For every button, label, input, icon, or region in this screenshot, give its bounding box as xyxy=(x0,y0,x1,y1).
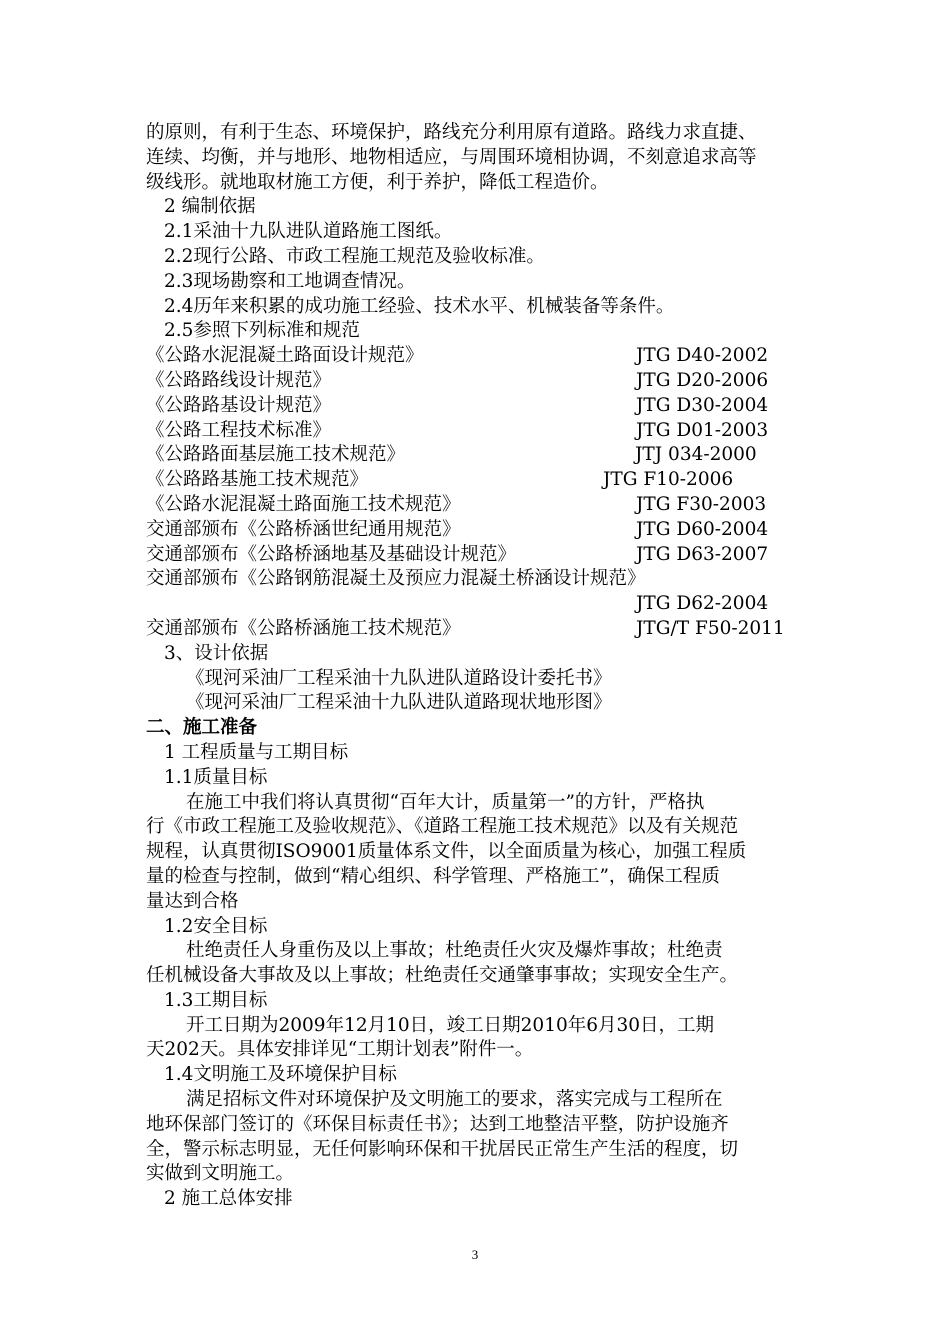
standard-row xyxy=(146,443,846,468)
standard-code: JTG F30-2003 xyxy=(636,493,767,515)
standard-title: 交通部颁布《公路桥涵地基及基础设计规范》 xyxy=(146,543,517,565)
paragraph-line: 连续、均衡，并与地形、地物相适应，与周围环境相协调，不刻意追求高等 xyxy=(146,146,757,168)
standard-row xyxy=(146,617,846,642)
paragraph-line: 全，警示标志明显，无任何影响环保和干扰居民正常生产生活的程度，切 xyxy=(146,1138,739,1160)
standard-title: 《公路水泥混凝土路面设计规范》 xyxy=(146,345,424,367)
standard-row xyxy=(146,493,846,518)
chapter-heading: 二、施工准备 xyxy=(146,717,258,739)
standard-code: JTG F10-2006 xyxy=(603,469,734,491)
paragraph-line: 在施工中我们将认真贯彻“百年大计，质量第一”的方针，严格执 xyxy=(186,791,705,813)
paragraph-line: 规程，认真贯彻ISO9001质量体系文件，以全面质量为核心，加强工程质 xyxy=(146,841,747,863)
section-heading: 2 施工总体安排 xyxy=(164,1188,293,1210)
standard-row xyxy=(146,592,846,617)
standard-row xyxy=(146,543,846,568)
paragraph-line: 任机械设备大事故及以上事故；杜绝责任交通肇事事故；实现安全生产。 xyxy=(146,965,739,987)
standard-code: JTG D01-2003 xyxy=(636,419,769,441)
document-body xyxy=(146,121,846,1212)
subsection-heading: 1.1质量目标 xyxy=(164,766,268,788)
standard-title: 《公路路面基层施工技术规范》 xyxy=(146,444,406,466)
standard-title: 《公路工程技术标准》 xyxy=(146,419,332,441)
section-heading: 1 工程质量与工期目标 xyxy=(164,741,349,763)
standard-row xyxy=(146,468,846,493)
list-item: 2.3现场勘察和工地调查情况。 xyxy=(164,270,416,292)
standard-title: 交通部颁布《公路桥涵世纪通用规范》 xyxy=(146,518,461,540)
subsection-heading: 1.2安全目标 xyxy=(164,915,268,937)
standard-title: 《公路路基设计规范》 xyxy=(146,394,332,416)
standard-row xyxy=(146,567,846,592)
standard-title: 交通部颁布《公路桥涵施工技术规范》 xyxy=(146,617,461,639)
paragraph-line: 级线形。就地取材施工方便，利于养护，降低工程造价。 xyxy=(146,171,609,193)
list-item: 2.1采油十九队进队道路施工图纸。 xyxy=(164,221,453,243)
standard-row xyxy=(146,518,846,543)
section-heading: 2 编制依据 xyxy=(164,196,256,218)
section-heading: 3、设计依据 xyxy=(164,642,269,664)
standard-code: JTG D60-2004 xyxy=(636,518,769,540)
standard-title: 《公路路线设计规范》 xyxy=(146,369,332,391)
standard-code: JTG D62-2004 xyxy=(636,593,769,615)
standard-code: JTG/T F50-2011 xyxy=(636,617,785,639)
paragraph-line: 实做到文明施工。 xyxy=(146,1163,295,1185)
paragraph-line: 开工日期为2009年12月10日，竣工日期2010年6月30日，工期 xyxy=(186,1014,715,1036)
list-item: 《现河采油厂工程采油十九队进队道路现状地形图》 xyxy=(186,692,612,714)
subsection-heading: 1.3工期目标 xyxy=(164,989,268,1011)
list-item: 2.2现行公路、市政工程施工规范及验收标准。 xyxy=(164,245,545,267)
paragraph-line: 的原则，有利于生态、环境保护，路线充分利用原有道路。路线力求直捷、 xyxy=(146,122,757,143)
page-number: 3 xyxy=(471,1247,479,1262)
standard-code: JTJ 034-2000 xyxy=(635,444,757,466)
paragraph-line: 量的检查与控制，做到“精心组织、科学管理、严格施工”，确保工程质 xyxy=(146,865,720,887)
list-item: 2.4历年来积累的成功施工经验、技术水平、机械装备等条件。 xyxy=(164,295,675,317)
list-item: 2.5参照下列标准和规范 xyxy=(164,320,360,342)
standard-code: JTG D40-2002 xyxy=(636,345,769,367)
standard-row xyxy=(146,369,846,394)
standard-title: 交通部颁布《公路钢筋混凝土及预应力混凝土桥涵设计规范》 xyxy=(146,568,646,590)
paragraph-line: 天202天。具体安排详见“工期计划表”附件一。 xyxy=(146,1039,534,1061)
standard-row xyxy=(146,394,846,419)
paragraph-line: 量达到合格 xyxy=(146,890,239,912)
standard-row xyxy=(146,344,846,369)
standard-title: 《公路路基施工技术规范》 xyxy=(146,469,369,491)
standard-code: JTG D63-2007 xyxy=(636,543,769,565)
standard-title: 《公路水泥混凝土路面施工技术规范》 xyxy=(146,493,461,515)
subsection-heading: 1.4文明施工及环境保护目标 xyxy=(164,1064,397,1086)
standard-code: JTG D30-2004 xyxy=(636,394,769,416)
standard-row xyxy=(146,419,846,444)
paragraph-line: 行《市政工程施工及验收规范》、《道路工程施工技术规范》以及有关规范 xyxy=(146,816,739,838)
standard-code: JTG D20-2006 xyxy=(636,369,769,391)
paragraph-line: 满足招标文件对环境保护及文明施工的要求，落实完成与工程所在 xyxy=(186,1089,723,1111)
paragraph-line: 杜绝责任人身重伤及以上事故；杜绝责任火灾及爆炸事故；杜绝责 xyxy=(186,940,723,962)
paragraph-line: 地环保部门签订的《环保目标责任书》；达到工地整洁平整，防护设施齐 xyxy=(146,1113,729,1135)
list-item: 《现河采油厂工程采油十九队进队道路设计委托书》 xyxy=(186,667,612,689)
